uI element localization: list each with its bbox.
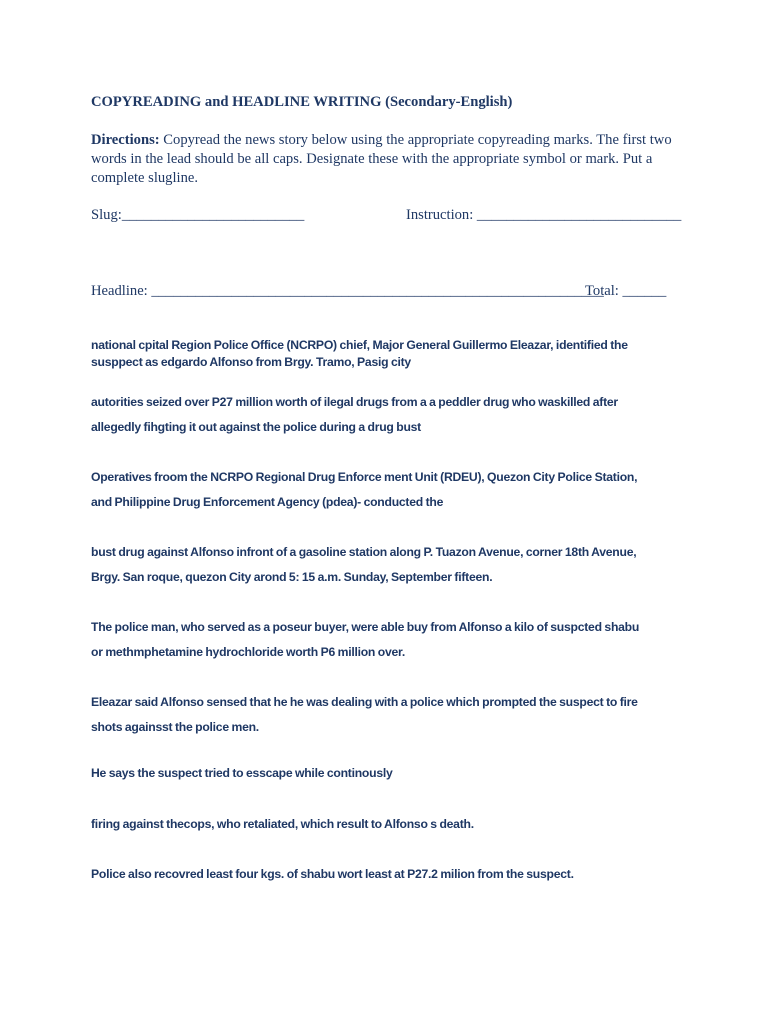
story-paragraph-1 (91, 337, 691, 371)
total-field: Total: ______ (585, 283, 667, 299)
story-paragraph-4 (91, 540, 691, 590)
directions-paragraph (91, 131, 681, 188)
story-line: He says the suspect tried to esscape while continously (91, 766, 393, 780)
story-paragraph-7 (91, 765, 691, 782)
story-line: Police also recovred least four kgs. of shabu wort least at P27.2 milion from the suspect. (91, 867, 574, 881)
story-line: Eleazar said Alfonso sensed that he he was dealing with a police which prompted the suspect to fire (91, 695, 638, 709)
story-line: Operatives froom the NCRPO Regional Drug Enforce ment Unit (RDEU), Quezon City Police Station, (91, 470, 638, 484)
slug-field: Slug:_________________________ (91, 207, 305, 223)
story-paragraph-8 (91, 816, 691, 833)
story-line: shots againsst the police men. (91, 720, 259, 734)
document-title: COPYREADING and HEADLINE WRITING (Secondary-English) (91, 94, 513, 110)
story-paragraph-2 (91, 390, 691, 440)
story-paragraph-3 (91, 465, 691, 515)
instruction-field: Instruction: ____________________________ (406, 207, 682, 223)
story-line: and Philippine Drug Enforcement Agency (pdea)- conducted the (91, 495, 444, 509)
directions-label: Directions: (91, 132, 160, 148)
story-line: susppect as edgardo Alfonso from Brgy. Tramo, Pasig city (91, 355, 411, 369)
story-paragraph-6 (91, 690, 691, 740)
story-paragraph-5 (91, 615, 691, 665)
story-line: Brgy. San roque, quezon City arond 5: 15 a.m. Sunday, September fifteen. (91, 570, 493, 584)
story-paragraph-9 (91, 866, 691, 883)
story-line: The police man, who served as a poseur buyer, were able buy from Alfonso a kilo of suspcted shabu (91, 620, 640, 634)
directions-text: Copyread the news story below using the appropriate copyreading marks. The first two words in the lead should be all caps. Designate these with the appropriate symbol or mark. Put a complete slugline. (91, 132, 672, 186)
story-line: or methmphetamine hydrochloride worth P6 million over. (91, 645, 405, 659)
story-line: national cpital Region Police Office (NCRPO) chief, Major General Guillermo Eleazar, identified the (91, 338, 628, 352)
story-line: bust drug against Alfonso infront of a gasoline station along P. Tuazon Avenue, corner 18th Avenue, (91, 545, 637, 559)
headline-field: Headline: ______________________________________________________________ (91, 283, 604, 299)
story-line: autorities seized over P27 million worth of ilegal drugs from a a peddler drug who waskilled after (91, 395, 618, 409)
story-line: allegedly fihgting it out against the police during a drug bust (91, 420, 421, 434)
story-line: firing against thecops, who retaliated, which result to Alfonso s death. (91, 817, 474, 831)
